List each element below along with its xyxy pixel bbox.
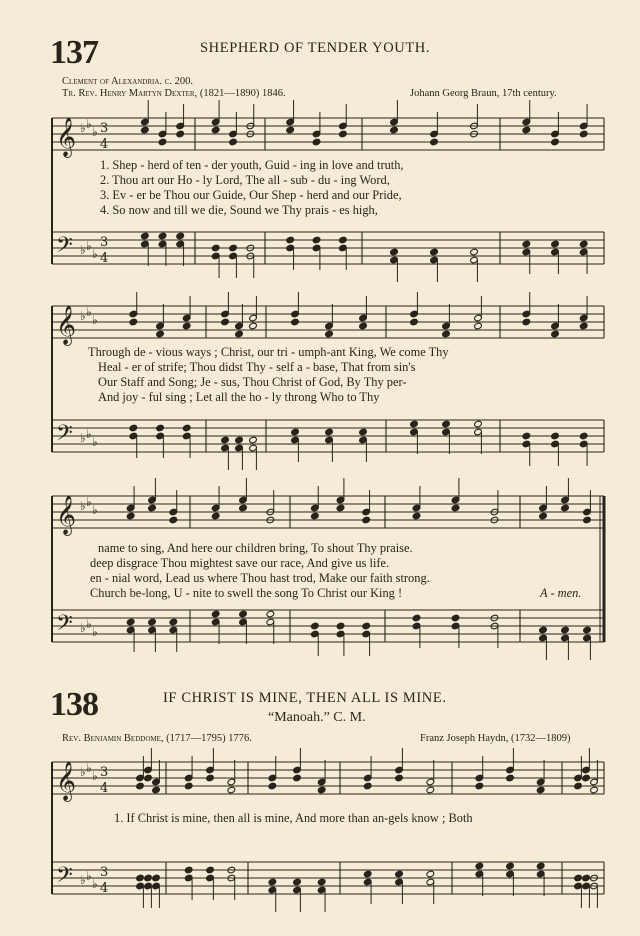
note-head — [551, 138, 560, 146]
note-head — [536, 862, 545, 870]
flat-sign-icon: ♭ — [92, 503, 98, 517]
note-head — [206, 774, 215, 782]
note-head — [442, 420, 451, 428]
note-head — [311, 512, 320, 520]
note-head — [561, 504, 570, 512]
time-signature: 3 — [100, 235, 109, 250]
note-head — [582, 874, 591, 882]
note-head — [184, 782, 193, 790]
hymn-number-137: 137 — [50, 34, 98, 71]
note-head — [362, 516, 371, 524]
treble-clef-icon: 𝄞 — [56, 117, 77, 157]
note-head — [395, 774, 404, 782]
note-head — [148, 618, 157, 626]
note-head — [211, 512, 220, 520]
note-head — [590, 786, 599, 794]
flat-sign-icon: ♭ — [80, 621, 86, 635]
note-head — [561, 626, 570, 634]
verse-line: 4. So now and till we die, Sound we Thy prais - es high, — [100, 203, 378, 217]
flat-sign-icon: ♭ — [92, 313, 98, 327]
flat-sign-icon: ♭ — [86, 239, 92, 253]
treble-clef-icon: 𝄞 — [56, 495, 77, 535]
note-head — [249, 436, 258, 444]
verse-line: 1. Shep - herd of ten - der youth, Guid - ing in love and truth, — [100, 158, 404, 172]
flat-sign-icon: ♭ — [80, 499, 86, 513]
note-head — [239, 504, 248, 512]
note-head — [286, 126, 295, 134]
note-head — [522, 318, 531, 326]
note-head — [249, 322, 258, 330]
flat-sign-icon: ♭ — [92, 625, 98, 639]
hymn-title-137: SHEPHERD OF TENDER YOUTH. — [200, 40, 431, 56]
note-head — [412, 614, 421, 622]
note-head — [141, 126, 150, 134]
note-head — [359, 428, 368, 436]
note-head — [363, 782, 372, 790]
note-head — [474, 322, 483, 330]
flat-sign-icon: ♭ — [92, 125, 98, 139]
note-head — [317, 786, 326, 794]
note-head — [339, 130, 348, 138]
flat-sign-icon: ♭ — [80, 765, 86, 779]
flat-sign-icon: ♭ — [86, 427, 92, 441]
tune-name: “Manoah.” C. M. — [268, 710, 366, 725]
note-head — [158, 138, 167, 146]
note-head — [579, 432, 588, 440]
note-head — [551, 432, 560, 440]
flat-sign-icon: ♭ — [80, 121, 86, 135]
hymn-title-138: IF CHRIST IS MINE, THEN ALL IS MINE. — [163, 690, 447, 706]
bass-clef-icon: 𝄢 — [56, 611, 73, 641]
flat-sign-icon: ♭ — [92, 435, 98, 449]
note-head — [312, 236, 321, 244]
note-head — [339, 236, 348, 244]
flat-sign-icon: ♭ — [86, 617, 92, 631]
note-head — [363, 870, 372, 878]
note-head — [229, 244, 238, 252]
note-head — [176, 130, 185, 138]
note-head — [144, 774, 153, 782]
note-head — [268, 782, 277, 790]
note-head — [390, 248, 399, 256]
note-head — [410, 318, 419, 326]
verse-line: Through de - vious ways ; Christ, our tri - umph-ant King, We come Thy — [88, 345, 449, 359]
note-head — [539, 512, 548, 520]
time-signature: 3 — [100, 765, 109, 780]
note-head — [359, 322, 368, 330]
words-credit: Rev. Benjamin Beddome, (1717—1795) 1776. — [62, 733, 252, 744]
note-head — [229, 138, 238, 146]
note-head — [317, 878, 326, 886]
verse-line: name to sing, And here our children bring, To shout Thy praise. — [98, 541, 413, 555]
note-head — [136, 874, 145, 882]
note-head — [474, 420, 483, 428]
note-head — [336, 622, 345, 630]
note-head — [430, 138, 439, 146]
note-head — [426, 870, 435, 878]
note-head — [325, 330, 334, 338]
verse-line: Heal - er of strife; Thou didst Thy - self a - base, That from sin's — [98, 360, 416, 374]
note-head — [206, 866, 215, 874]
time-signature: 4 — [100, 881, 109, 896]
note-head — [291, 318, 300, 326]
note-head — [574, 782, 583, 790]
flat-sign-icon: ♭ — [86, 495, 92, 509]
note-head — [312, 138, 321, 146]
bass-clef-icon: 𝄢 — [56, 421, 73, 451]
note-head — [522, 240, 531, 248]
flat-sign-icon: ♭ — [86, 117, 92, 131]
verse-line: 2. Thou art our Ho - ly Lord, The all - sub - du - ing Word, — [100, 173, 390, 187]
verse-line: Our Staff and Song; Je - sus, Thou Christ of God, By Thy per- — [98, 375, 407, 389]
note-head — [574, 874, 583, 882]
note-head — [582, 774, 591, 782]
flat-sign-icon: ♭ — [86, 305, 92, 319]
flat-sign-icon: ♭ — [80, 431, 86, 445]
note-head — [579, 130, 588, 138]
note-head — [426, 786, 435, 794]
note-head — [506, 774, 515, 782]
note-head — [182, 424, 191, 432]
note-head — [129, 318, 138, 326]
time-signature: 3 — [100, 121, 109, 136]
note-head — [235, 330, 244, 338]
time-signature: 4 — [100, 781, 109, 796]
note-head — [551, 330, 560, 338]
flat-sign-icon: ♭ — [92, 769, 98, 783]
note-head — [211, 126, 220, 134]
verse-line: deep disgrace Thou mightest save our race, And give us life. — [90, 556, 390, 570]
flat-sign-icon: ♭ — [86, 869, 92, 883]
note-head — [293, 774, 302, 782]
note-head — [336, 504, 345, 512]
note-head — [126, 512, 135, 520]
note-head — [268, 878, 277, 886]
note-head — [235, 436, 244, 444]
verse-line: en - nial word, Lead us where Thou hast trod, Make our faith strong. — [90, 571, 430, 585]
note-head — [362, 622, 371, 630]
note-head — [169, 516, 178, 524]
note-head — [412, 512, 421, 520]
note-head — [395, 870, 404, 878]
music-credit: Johann Georg Braun, 17th century. — [410, 88, 557, 99]
note-head — [184, 866, 193, 874]
note-head — [579, 322, 588, 330]
note-head — [293, 878, 302, 886]
note-head — [152, 874, 161, 882]
verse-line: 3. Ev - er be Thou our Guide, Our Shep - herd and our Pride, — [100, 188, 402, 202]
flat-sign-icon: ♭ — [86, 761, 92, 775]
note-head — [551, 240, 560, 248]
verse-line: Church be-long, U - nite to swell the song To Christ our King ! — [90, 586, 403, 600]
note-head — [158, 232, 167, 240]
note-head — [583, 516, 592, 524]
note-head — [475, 782, 484, 790]
note-head — [325, 428, 334, 436]
bass-clef-icon: 𝄢 — [56, 863, 73, 893]
note-head — [156, 424, 165, 432]
note-head — [126, 618, 135, 626]
note-head — [506, 862, 515, 870]
verse-line: 1. If Christ is mine, then all is mine, And more than an-gels know ; Both — [114, 811, 473, 825]
note-head — [291, 428, 300, 436]
words-credit-line-1: Clement of Alexandria. c. 200. — [62, 76, 193, 87]
note-head — [221, 318, 230, 326]
note-head — [211, 244, 220, 252]
note-head — [266, 610, 275, 618]
note-head — [390, 126, 399, 134]
words-credit-line-2: Tr. Rev. Henry Martyn Dexter, (1821—1890) 1846. — [62, 88, 286, 99]
flat-sign-icon: ♭ — [80, 309, 86, 323]
note-head — [148, 504, 157, 512]
flat-sign-icon: ♭ — [80, 873, 86, 887]
note-head — [176, 232, 185, 240]
note-head — [579, 240, 588, 248]
treble-clef-icon: 𝄞 — [56, 761, 77, 801]
bass-clef-icon: 𝄢 — [56, 233, 73, 263]
note-head — [410, 420, 419, 428]
note-head — [522, 432, 531, 440]
amen-label: A - men. — [540, 586, 582, 600]
flat-sign-icon: ♭ — [92, 247, 98, 261]
hymn-number-138: 138 — [50, 686, 98, 723]
time-signature: 3 — [100, 865, 109, 880]
time-signature: 4 — [100, 137, 109, 152]
note-head — [430, 248, 439, 256]
note-head — [156, 330, 165, 338]
note-head — [141, 232, 150, 240]
flat-sign-icon: ♭ — [92, 877, 98, 891]
flat-sign-icon: ♭ — [80, 243, 86, 257]
note-head — [169, 618, 178, 626]
note-head — [227, 786, 236, 794]
note-head — [152, 786, 161, 794]
note-head — [136, 782, 145, 790]
note-head — [442, 330, 451, 338]
note-head — [311, 622, 320, 630]
time-signature: 4 — [100, 251, 109, 266]
note-head — [536, 786, 545, 794]
note-head — [451, 504, 460, 512]
note-head — [522, 126, 531, 134]
note-head — [583, 626, 592, 634]
note-head — [239, 610, 248, 618]
note-head — [211, 610, 220, 618]
note-head — [129, 424, 138, 432]
note-head — [286, 236, 295, 244]
music-credit: Franz Joseph Haydn, (1732—1809) — [420, 733, 571, 744]
note-head — [470, 248, 479, 256]
note-head — [144, 874, 153, 882]
treble-clef-icon: 𝄞 — [56, 305, 77, 345]
note-head — [539, 626, 548, 634]
note-head — [451, 614, 460, 622]
verse-line: And joy - ful sing ; Let all the ho - ly throng Who to Thy — [98, 390, 380, 404]
note-head — [221, 436, 230, 444]
note-head — [182, 322, 191, 330]
note-head — [475, 862, 484, 870]
